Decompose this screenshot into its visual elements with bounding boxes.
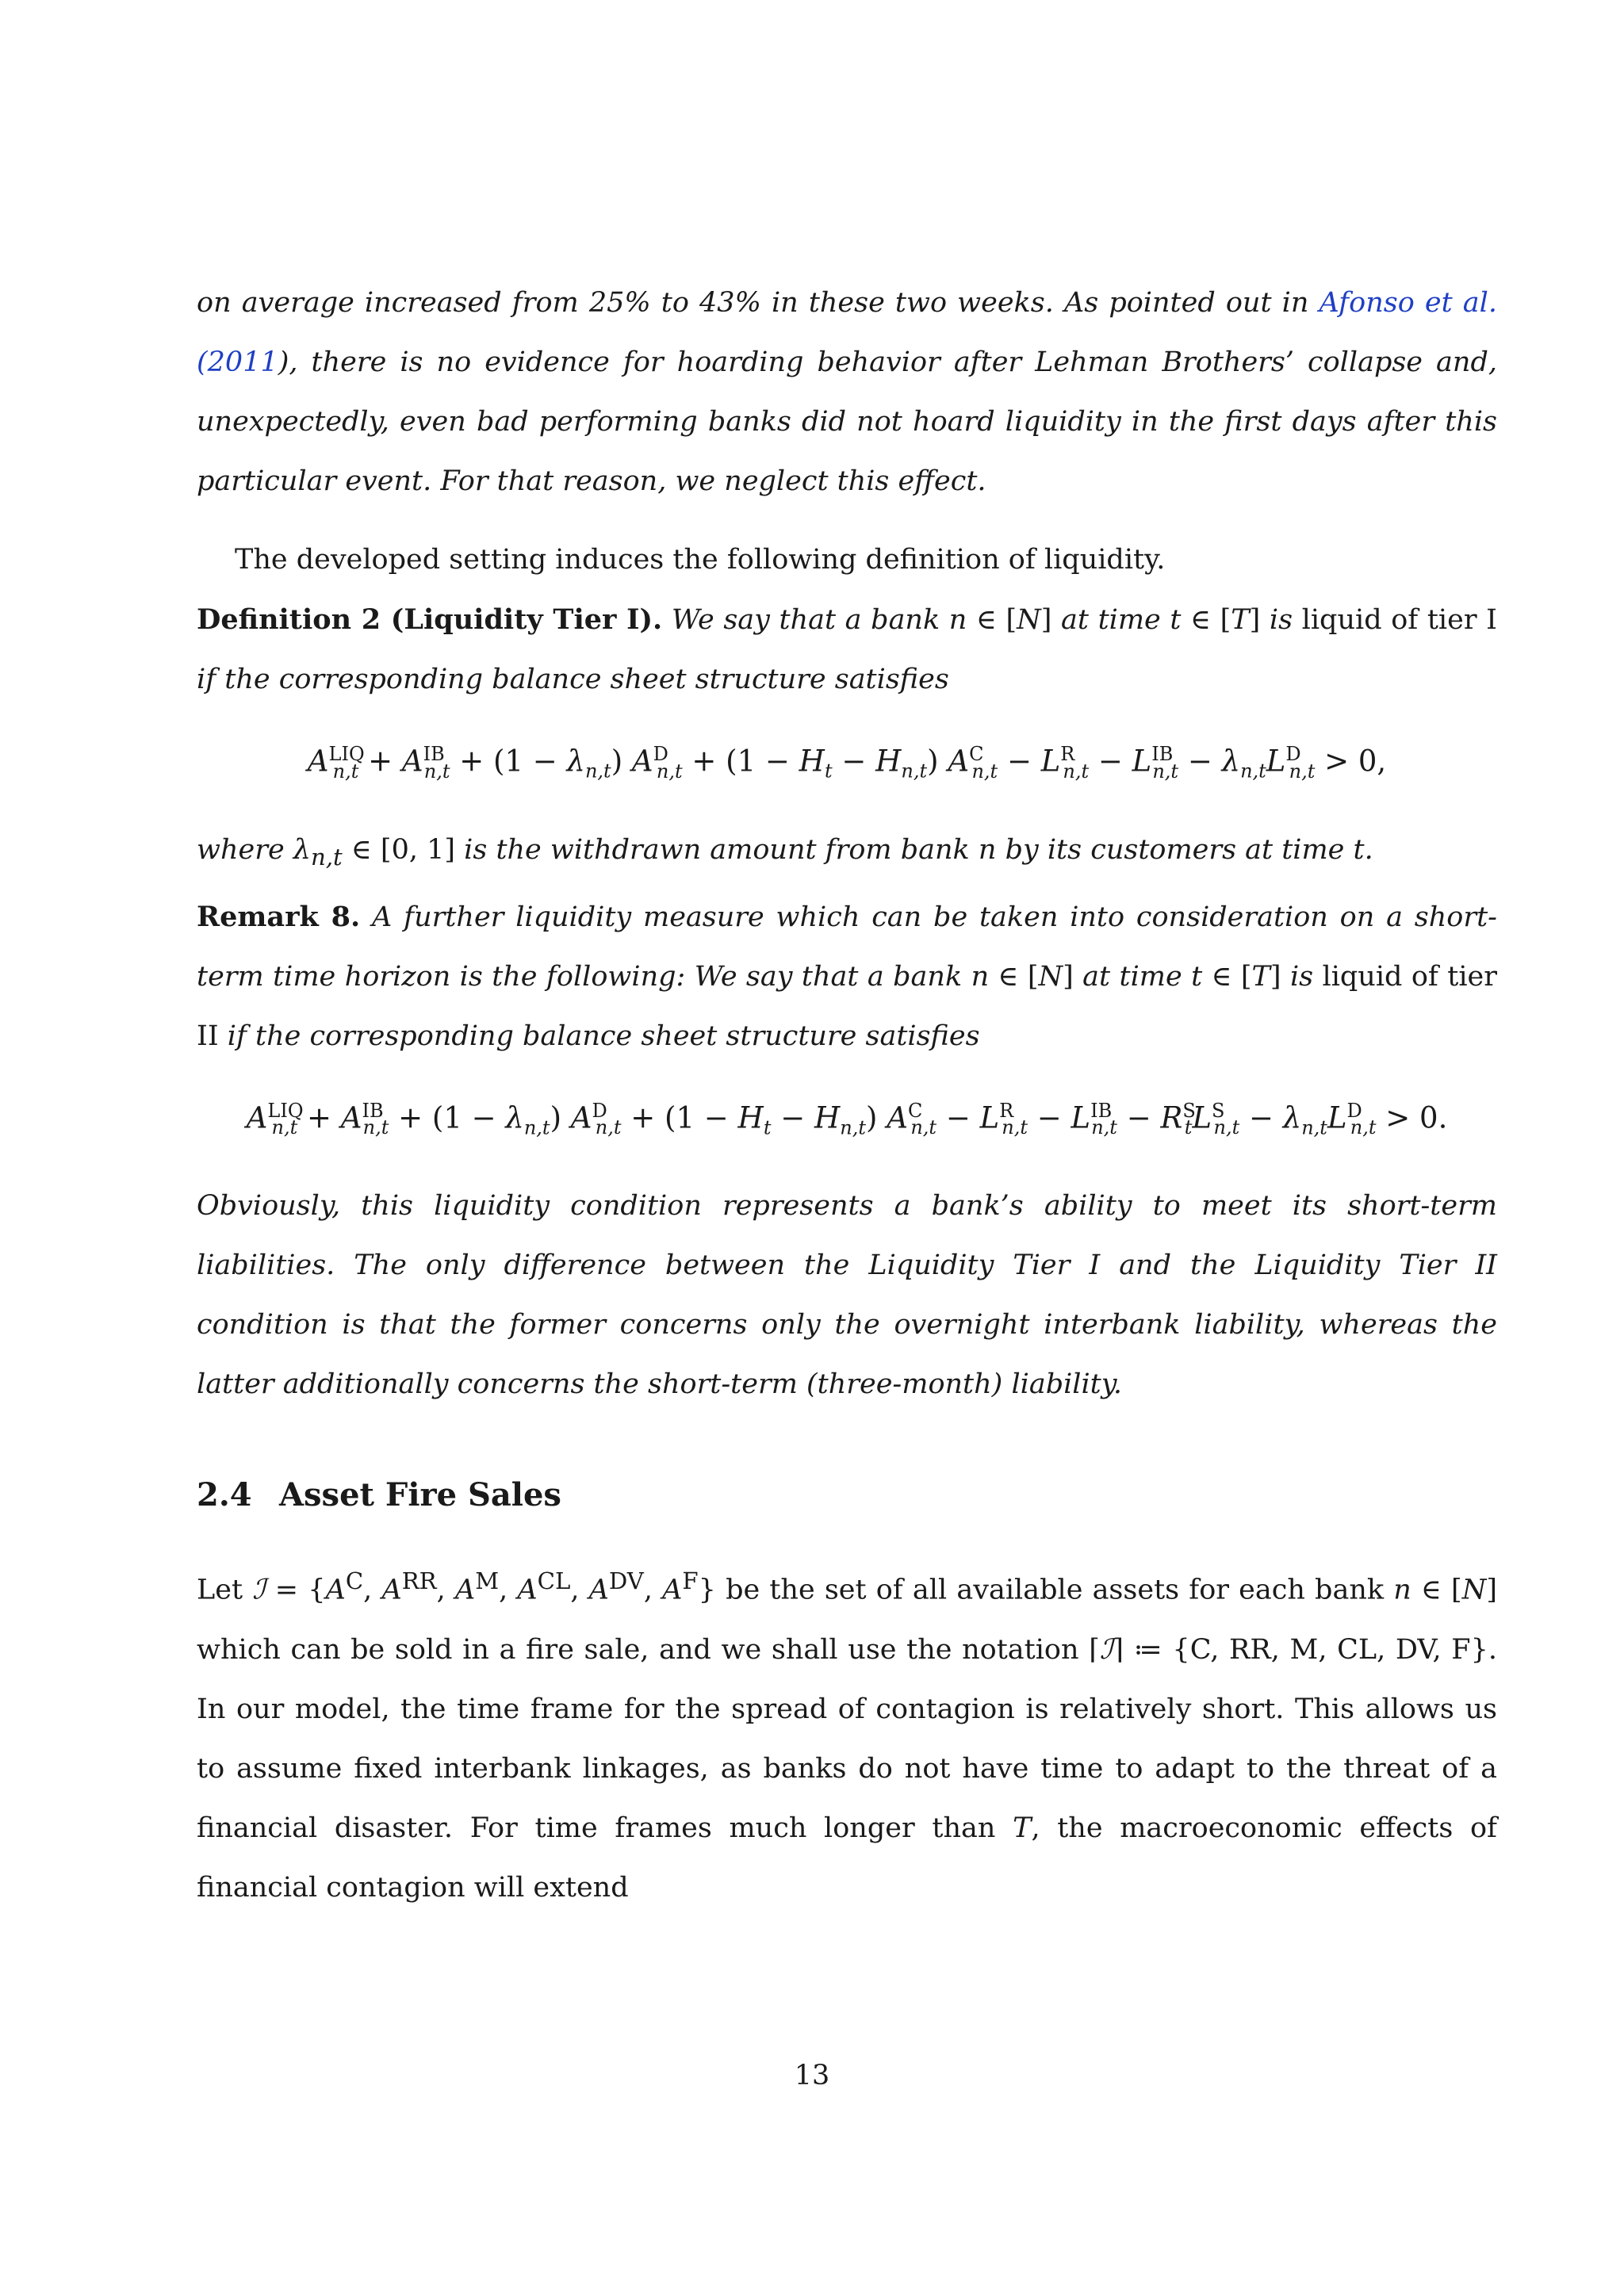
citation-author: Afonso et al. [1319, 287, 1497, 319]
definition-label: Definition 2 [197, 603, 381, 636]
definition-where-clause: where $\lambda_{n,t}$ ∈ [0, 1] is the withdrawn amount from bank n by its customers at time t. [197, 833, 1373, 871]
citation-afonso-link[interactable]: Afonso et al. (2011 [197, 287, 1497, 378]
text: . In our model, the time frame for the spread of contagion is relatively short. This allows us to assume fixed interbank linkages, as banks do not have time to adapt to the threat of a financial disaster. For time frames much longer than [197, 1634, 1497, 1845]
text: if the corresponding balance sheet structure satisfies [218, 1020, 980, 1052]
text: is [1260, 604, 1302, 636]
section-heading [197, 1476, 1497, 1513]
citation-year: 2011 [207, 346, 278, 378]
text: at time [1051, 604, 1170, 636]
remark-8: Remark 8. A further liquidity measure which can be taken into consideration on a short-term time horizon is the following: We say that a bank n ∈ [N] at time t ∈ [T] is liquid of tier II if the corresponding balance sheet structure satisfies [197, 900, 1497, 1052]
text: which can be sold in a fire sale, and we shall use the notation [197, 1634, 1090, 1667]
equation-tier-1: $A^{LIQ}_{n,t} + A^{IB}_{n,t} + (1 - \lambda_{n,t}) A^D_{n,t} + (1 - H_t - H_{n,t}) A^C_{n,t} - L^R_{n,t} - L^{IB}_{n,t} - \lambda_{n,t}L^D_{n,t} > 0$, [307, 743, 1387, 783]
equation-tier-2: $A^{LIQ}_{n,t} + A^{IB}_{n,t} + (1 - \lambda_{n,t}) A^D_{n,t} + (1 - H_t - H_{n,t}) A^C_{n,t} - L^R_{n,t} - L^{IB}_{n,t} - R^S_tL^S_{n,t} - \lambda_{n,t}L^D_{n,t} > 0$. [246, 1099, 1448, 1139]
upright-term: liquid of tier II [197, 960, 1497, 1052]
paragraph-hoarding [197, 274, 1497, 511]
paragraph-obviously: Obviously, this liquidity condition represents a bank’s ability to meet its short-term liabilities. The only difference between the Liquidity Tier I and the Liquidity Tier II condition is that the former concerns only the overnight interbank liability, whereas the latter additionally concerns the short-term (three-month) liability. [197, 1190, 1497, 1401]
text: if the corresponding balance sheet structure satisfies [197, 664, 949, 695]
text: is [1281, 960, 1323, 993]
paragraph-setting: The developed setting induces the following definition of liquidity. [235, 544, 1166, 576]
text: , the macroeconomic effects of financial contagion will extend [197, 1812, 1497, 1904]
page-number: 13 [794, 2060, 830, 2091]
text: at time [1073, 960, 1192, 993]
text: be the set of all available assets for each bank [715, 1575, 1394, 1607]
text: Let [197, 1575, 253, 1607]
text: We say that a bank [671, 604, 949, 636]
page-body [197, 274, 1497, 1918]
section-number: 2.4 [197, 1476, 252, 1514]
text: by its customers at time [996, 833, 1354, 866]
text: on average increased from 25% to 43% in these two weeks. As pointed out in [197, 287, 1320, 319]
section-title: Asset Fire Sales [279, 1476, 561, 1514]
text: is the withdrawn amount from bank [455, 833, 979, 866]
paragraph-fire-sales: Let ℐ = {$A^C$, $A^{RR}$, $A^M$, $A^{CL}$, $A^{DV}$, $A^F$} be the set of all available assets for each bank n ∈ [N] which can be sold in a fire sale, and we shall use the notation ⌈ℐ⌉ ≔ {C, RR, M, CL, DV, F}. In our model, the time frame for the spread of contagion is relatively short. This allows us to assume fixed interbank linkages, as banks do not have time to adapt to the threat of a financial disaster. For time frames much longer than T, the macroeconomic effects of financial contagion will extend [197, 1567, 1497, 1904]
text: ), there is no evidence for hoarding behavior after Lehman Brothers’ collapse and, unexpectedly, even bad performing banks did not hoard liquidity in the first days after this particular event. For that reason, we neglect this effect. [197, 346, 1497, 497]
upright-term: liquid of tier I [1301, 604, 1497, 636]
text: A further liquidity measure which can be taken into consideration on a short-term time horizon is the following: We say that a bank [197, 901, 1497, 993]
text: . [1364, 833, 1373, 866]
definition-2: Definition 2 (Liquidity Tier I). We say that a bank n ∈ [N] at time t ∈ [T] is liquid of tier I if the corresponding balance sheet structure satisfies [197, 603, 1497, 695]
remark-label: Remark 8. [197, 900, 361, 933]
text: where [197, 833, 293, 866]
definition-title: Liquidity Tier I [404, 603, 640, 636]
